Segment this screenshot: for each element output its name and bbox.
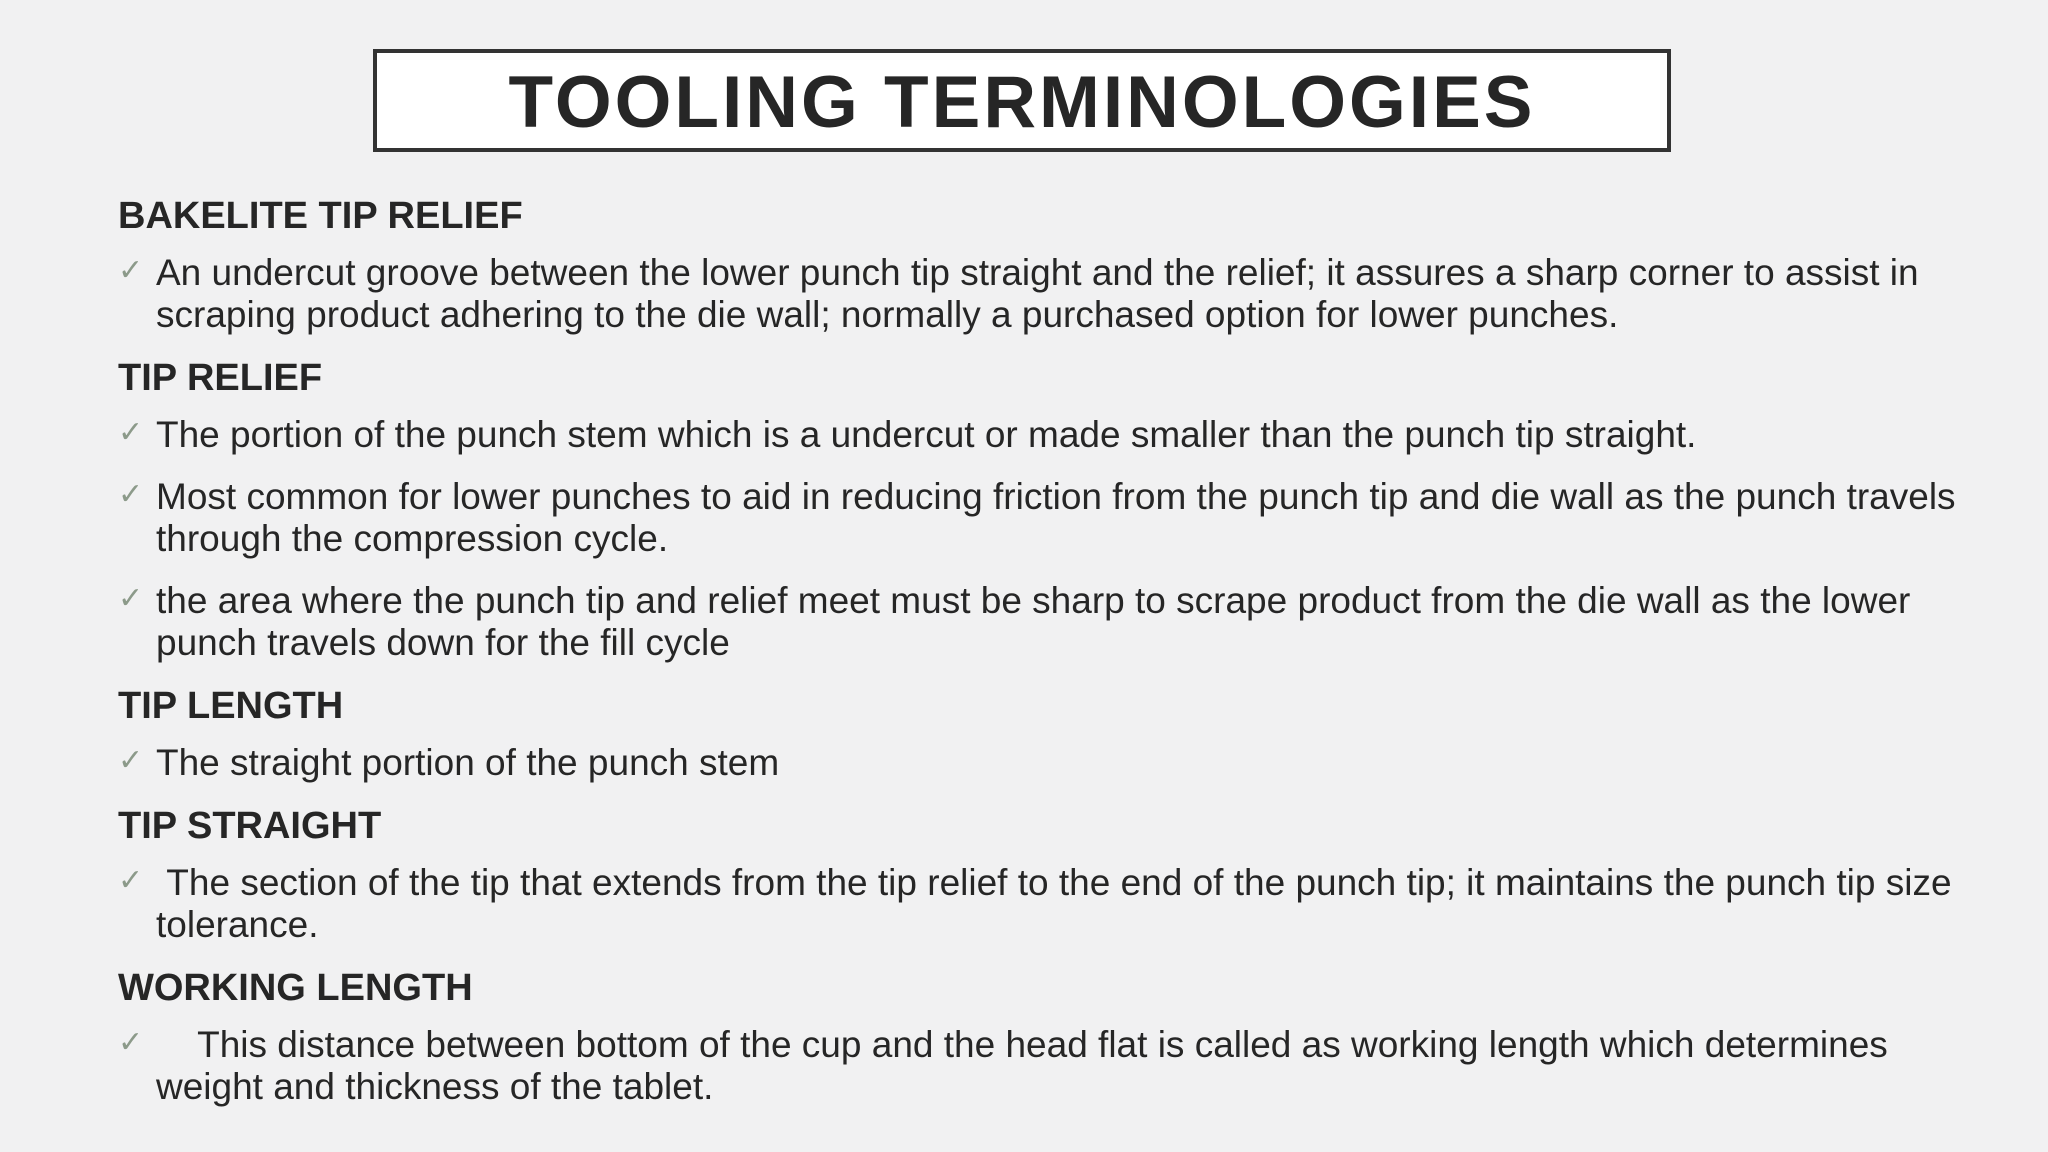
list-item: [118, 414, 1978, 456]
checkmark-icon: ✓: [118, 1025, 144, 1060]
section-heading: TIP LENGTH: [118, 685, 344, 727]
checkmark-icon: ✓: [118, 253, 144, 288]
terminology-list: [118, 190, 1978, 1128]
checkmark-icon: ✓: [118, 863, 144, 898]
checkmark-icon: ✓: [118, 477, 144, 512]
title-box: [373, 49, 1671, 152]
list-item: [118, 580, 1978, 664]
list-item: [118, 252, 1978, 336]
checkmark-icon: ✓: [118, 415, 144, 450]
section-heading: TIP STRAIGHT: [118, 805, 382, 847]
checkmark-icon: ✓: [118, 743, 144, 778]
list-item: [118, 742, 1978, 784]
list-item: [118, 1024, 1978, 1108]
bullet-text: This distance between bottom of the cup and the head flat is called as working length which determines weight and thickness of the tablet.: [156, 1024, 1899, 1107]
section-heading: BAKELITE TIP RELIEF: [118, 195, 523, 237]
bullet-text: An undercut groove between the lower punch tip straight and the relief; it assures a sharp corner to assist in scraping product adhering to the die wall; normally a purchased option for lower punches.: [156, 252, 1929, 335]
bullet-text: the area where the punch tip and relief meet must be sharp to scrape product from the die wall as the lower punch travels down for the fill cycle: [156, 580, 1921, 663]
list-item: [118, 476, 1978, 560]
bullet-text: The straight portion of the punch stem: [156, 742, 780, 783]
bullet-text: Most common for lower punches to aid in reducing friction from the punch tip and die wall as the punch travels through the compression cycle.: [156, 476, 1966, 559]
bullet-text: The section of the tip that extends from the tip relief to the end of the punch tip; it maintains the punch tip size tolerance.: [156, 862, 1962, 945]
page-title: TOOLING TERMINOLOGIES: [508, 62, 1536, 143]
section-heading: TIP RELIEF: [118, 357, 323, 399]
list-item: [118, 862, 1978, 946]
checkmark-icon: ✓: [118, 581, 144, 616]
section-heading: WORKING LENGTH: [118, 967, 473, 1009]
bullet-text: The portion of the punch stem which is a undercut or made smaller than the punch tip straight.: [156, 414, 1697, 455]
